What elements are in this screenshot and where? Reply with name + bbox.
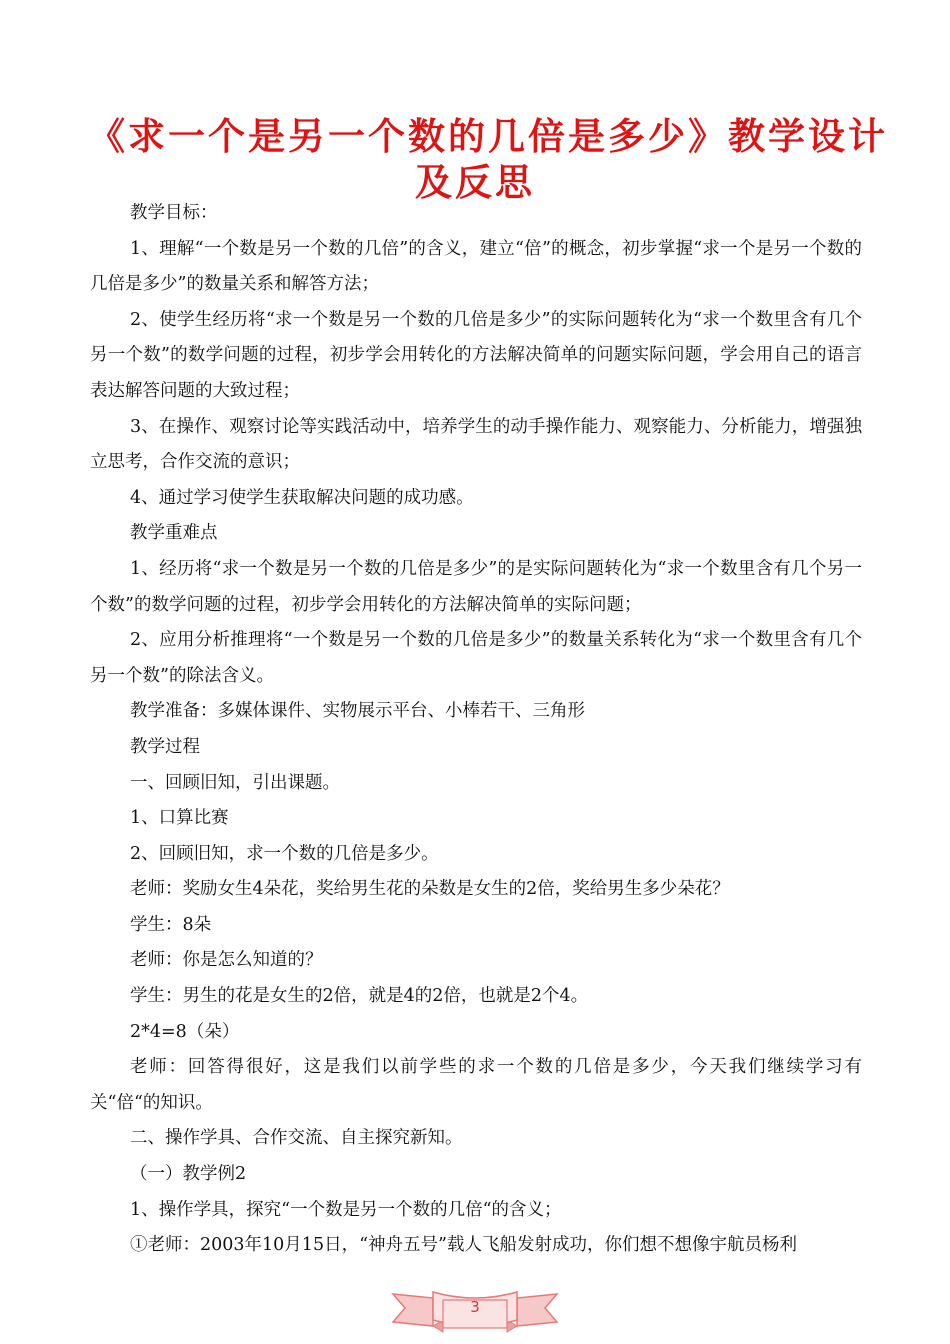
- page-number: 3: [470, 1298, 480, 1316]
- page-number-ribbon: [385, 1286, 565, 1340]
- paragraph: 教学准备：多媒体课件、实物展示平台、小棒若干、三角形: [130, 701, 585, 722]
- paragraph: （一）教学例2: [130, 1164, 247, 1185]
- paragraph: 二、操作学具、合作交流、自主探究新知。: [130, 1128, 463, 1149]
- document-title-line-1: 《求一个是另一个数的几倍是多少》教学设计: [88, 115, 888, 158]
- paragraph: 一、回顾旧知，引出课题。: [130, 772, 340, 793]
- paragraph: 2、使学生经历将“求一个数是另一个数的几倍是多少”的实际问题转化为“求一个数里含有几个另一个数”的数学问题的过程，初步学会用转化的方法解决简单的问题实际问题，学会用自己的语言表达解答问题的大致过程；: [90, 309, 862, 401]
- paragraph: 1、理解“一个数是另一个数的几倍”的含义，建立“倍”的概念，初步掌握“求一个是另一个数的几倍是多少”的数量关系和解答方法；: [90, 238, 862, 295]
- paragraph: 1、操作学具，探究“一个数是另一个数的几倍“的含义；: [130, 1199, 562, 1220]
- paragraph: 老师：奖励女生4朵花，奖给男生花的朵数是女生的2倍，奖给男生多少朵花？: [130, 879, 730, 900]
- paragraph: 教学重难点: [130, 523, 218, 544]
- paragraph: 2、回顾旧知，求一个数的几倍是多少。: [130, 843, 439, 864]
- paragraph: 老师：你是怎么知道的？: [130, 950, 323, 971]
- document-body: [90, 196, 862, 1264]
- paragraph: 2*4=8（朵）: [130, 1021, 240, 1042]
- paragraph: 老师：回答得很好，这是我们以前学些的求一个数的几倍是多少，今天我们继续学习有关“倍“的知识。: [90, 1057, 862, 1113]
- paragraph: ①老师：2003年10月15日，“神舟五号”载人飞船发射成功，你们想不想像宇航员杨利: [130, 1235, 797, 1256]
- paragraph: 教学目标：: [130, 203, 218, 223]
- paragraph: 1、口算比赛: [130, 808, 229, 829]
- paragraph: 4、通过学习使学生获取解决问题的成功感。: [130, 487, 474, 508]
- paragraph: 学生：男生的花是女生的2倍，就是4的2倍，也就是2个4。: [130, 986, 589, 1007]
- paragraph: 教学过程: [130, 736, 200, 757]
- paragraph: 1、经历将“求一个数是另一个数的几倍是多少”的是实际问题转化为“求一个数里含有几个另一个数”的数学问题的过程，初步学会用转化的方法解决简单的实际问题；: [90, 558, 862, 615]
- document-title-line-2: 及反思: [415, 161, 535, 204]
- paragraph: 3、在操作、观察讨论等实践活动中，培养学生的动手操作能力、观察能力、分析能力，增强独立思考，合作交流的意识；: [90, 416, 862, 473]
- paragraph: 学生：8朵: [130, 914, 212, 935]
- paragraph: 2、应用分析推理将“一个数是另一个数的几倍是多少”的数量关系转化为“求一个数里含有几个另一个数”的除法含义。: [90, 630, 862, 686]
